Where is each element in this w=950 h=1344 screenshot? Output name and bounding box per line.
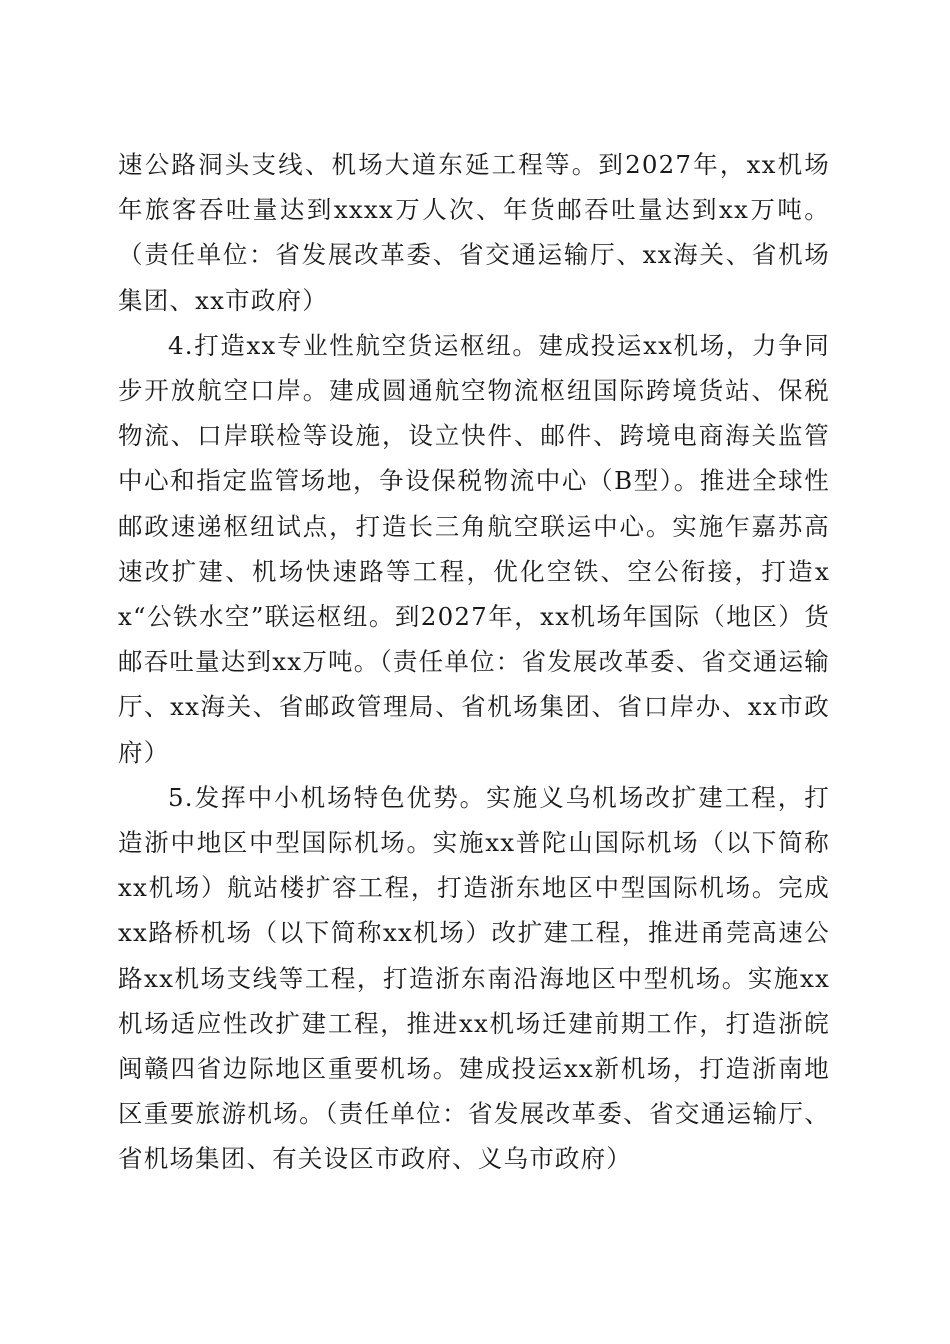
document-body xyxy=(118,142,830,1182)
paragraph-continuation: 速公路洞头支线、机场大道东延工程等。到2027年，xx机场年旅客吞吐量达到xxxx万人次、年货邮吞吐量达到xx万吨。（责任单位：省发展改革委、省交通运输厅、xx海关、省机场集团、xx市政府） xyxy=(118,150,830,315)
paragraph-item-5: 5.发挥中小机场特色优势。实施义乌机场改扩建工程，打造浙中地区中型国际机场。实施xx普陀山国际机场（以下简称xx机场）航站楼扩容工程，打造浙东地区中型国际机场。完成xx路桥机场（以下简称xx机场）改扩建工程，推进甬莞高速公路xx机场支线等工程，打造浙东南沿海地区中型机场。实施xx机场适应性改扩建工程，推进xx机场迁建前期工作，打造浙皖闽赣四省边际地区重要机场。建成投运xx新机场，打造浙南地区重要旅游机场。（责任单位：省发展改革委、省交通运输厅、省机场集团、有关设区市政府、义乌市政府） xyxy=(118,782,830,1174)
paragraph-item-4: 4.打造xx专业性航空货运枢纽。建成投运xx机场，力争同步开放航空口岸。建成圆通航空物流枢纽国际跨境货站、保税物流、口岸联检等设施，设立快件、邮件、跨境电商海关监管中心和指定监管场地，争设保税物流中心（B型）。推进全球性邮政速递枢纽试点，打造长三角航空联运中心。实施乍嘉苏高速改扩建、机场快速路等工程，优化空铁、空公衔接，打造xx“公铁水空”联运枢纽。到2027年，xx机场年国际（地区）货邮吞吐量达到xx万吨。（责任单位：省发展改革委、省交通运输厅、xx海关、省邮政管理局、省机场集团、省口岸办、xx市政府） xyxy=(118,330,830,767)
